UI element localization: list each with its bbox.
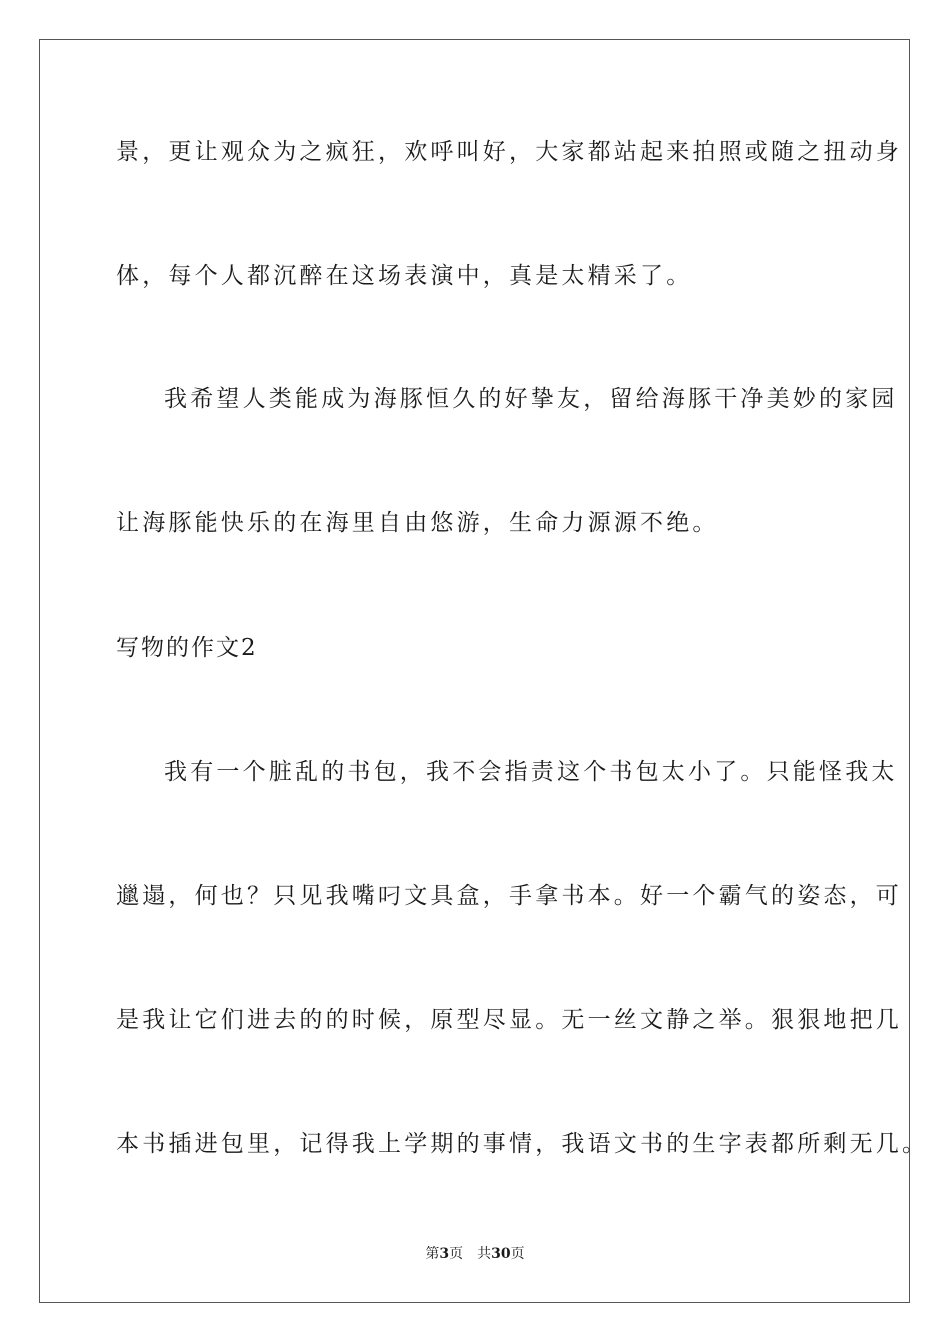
page-prefix: 第 bbox=[425, 1246, 440, 1262]
text-line-4: 让海豚能快乐的在海里自由悠游，生命力源源不绝。 bbox=[116, 510, 719, 536]
text-line-1: 景，更让观众为之疯狂，欢呼叫好，大家都站起来拍照或随之扭动身 bbox=[116, 139, 902, 165]
page-suffix: 页 bbox=[449, 1246, 464, 1262]
text-line-7: 邋遢，何也？只见我嘴叼文具盒，手拿书本。好一个霸气的姿态，可 bbox=[116, 883, 902, 909]
page-border bbox=[39, 39, 910, 1303]
total-prefix: 共 bbox=[477, 1246, 492, 1262]
text-line-3: 我希望人类能成为海豚恒久的好挚友，留给海豚干净美妙的家园 bbox=[164, 386, 898, 412]
total-pages: 30 bbox=[491, 1246, 511, 1262]
text-line-2: 体，每个人都沉醉在这场表演中，真是太精采了。 bbox=[116, 263, 693, 289]
page-footer bbox=[0, 1244, 950, 1264]
text-line-8: 是我让它们进去的的时候，原型尽显。无一丝文静之举。狠狠地把几 bbox=[116, 1007, 902, 1033]
page-number: 3 bbox=[439, 1246, 450, 1262]
total-suffix: 页 bbox=[510, 1246, 525, 1262]
text-line-9: 本书插进包里，记得我上学期的事情，我语文书的生字表都所剩无几。 bbox=[116, 1131, 929, 1157]
section-heading: 写物的作文2 bbox=[116, 635, 258, 661]
text-line-6: 我有一个脏乱的书包，我不会指责这个书包太小了。只能怪我太 bbox=[164, 759, 898, 785]
